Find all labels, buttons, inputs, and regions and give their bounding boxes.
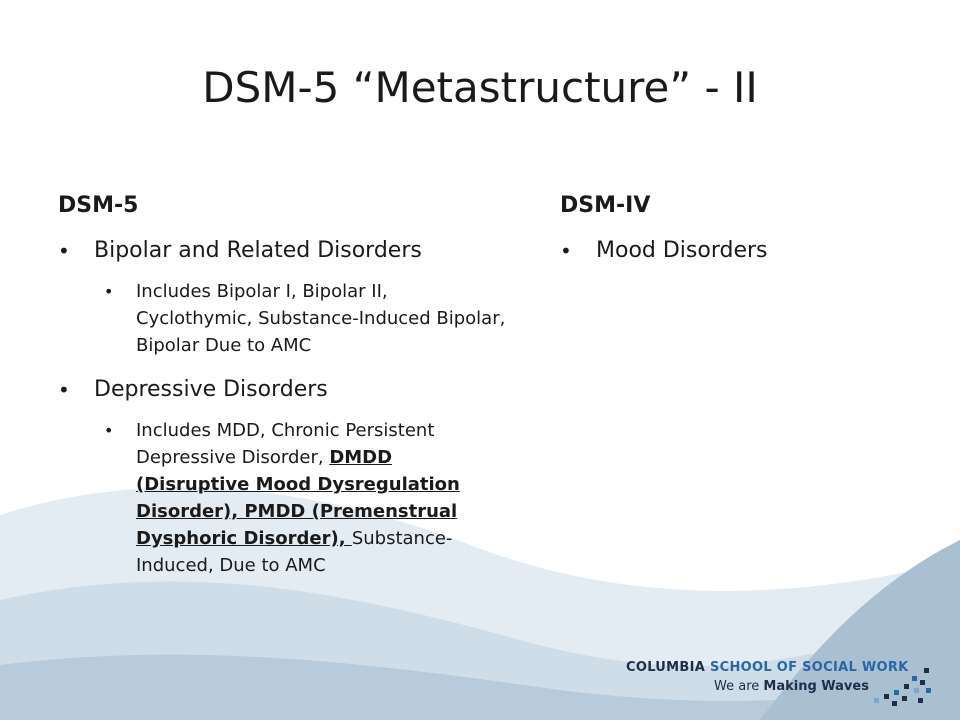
bullet-icon: • — [104, 421, 114, 440]
sub-item-text-underlined: DMDD (Disruptive Mood Dysregulation Disorder), PMDD (Premenstrual Dysphoric Disorder), — [136, 447, 460, 549]
dsm5-column — [58, 188, 508, 595]
logo-tagline — [714, 679, 869, 694]
logo-part2: SCHOOL OF SOCIAL WORK — [709, 660, 909, 675]
logo-tagline-pre: We are — [714, 679, 764, 694]
sub-item-text-post: Substance-Induced, Due to AMC — [136, 528, 453, 576]
logo-tagline-bold: Making Waves — [763, 679, 869, 694]
sub-item-text-pre: Includes MDD, Chronic Persistent Depressive Disorder, — [136, 420, 435, 468]
dsm4-column — [560, 188, 920, 278]
bullet-icon: • — [58, 378, 70, 402]
logo-part1: COLUMBIA — [626, 660, 706, 675]
dsm5-heading: DSM-5 — [58, 193, 139, 218]
slide-title: DSM-5 “Metastructure” - II — [202, 63, 758, 112]
dsm4-heading: DSM-IV — [560, 193, 651, 218]
list-item-label: Depressive Disorders — [94, 377, 328, 402]
list-item-depressive — [58, 375, 508, 405]
logo-dots-icon — [854, 668, 934, 708]
bullet-icon: • — [58, 239, 70, 263]
list-item-bipolar — [58, 236, 508, 266]
sub-item-text: Includes Bipolar I, Bipolar II, Cyclothymic, Substance-Induced Bipolar, Bipolar Due to AMC — [136, 281, 506, 356]
sub-item-bipolar — [58, 278, 508, 359]
list-item-label: Mood Disorders — [596, 238, 768, 263]
list-item-label: Bipolar and Related Disorders — [94, 238, 422, 263]
columbia-logo — [626, 660, 946, 710]
sub-item-depressive — [58, 417, 508, 579]
list-item-mood — [560, 236, 920, 266]
bullet-icon: • — [104, 282, 114, 301]
bullet-icon: • — [560, 239, 572, 263]
